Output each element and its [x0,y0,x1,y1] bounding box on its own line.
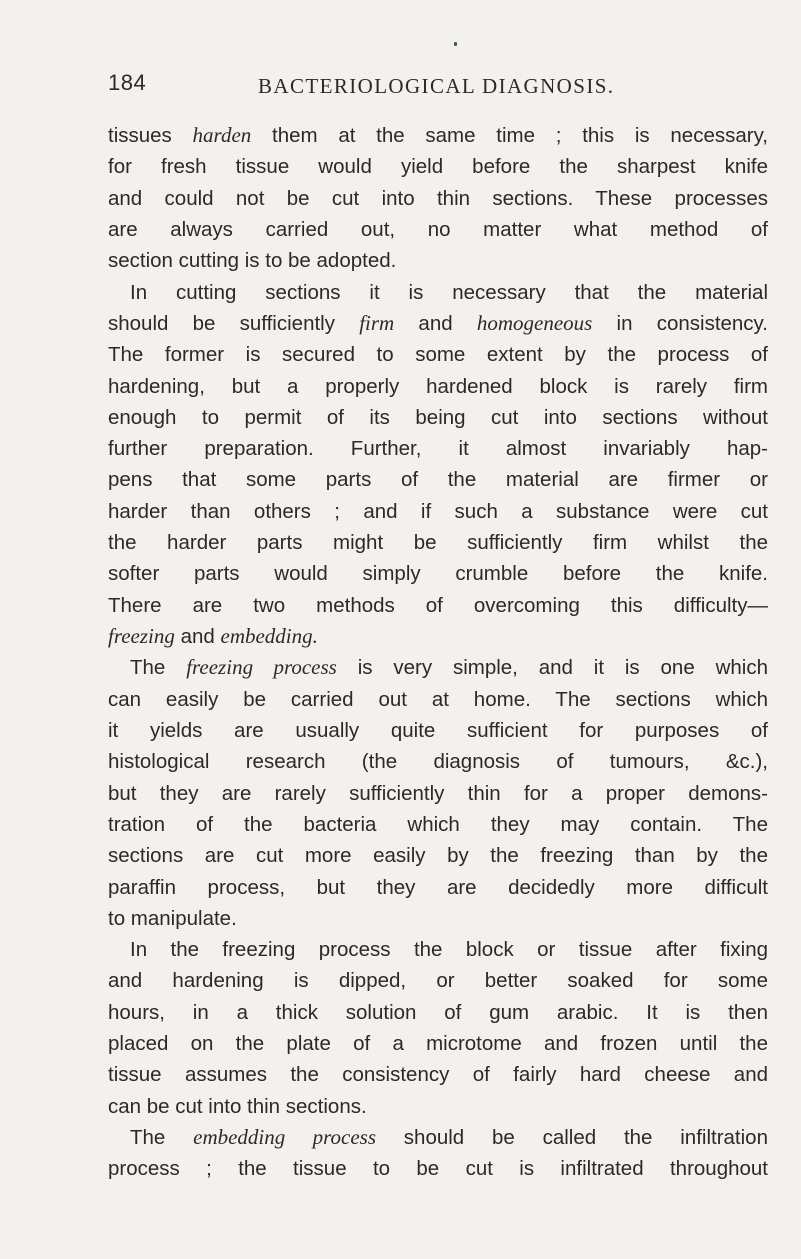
running-head: BACTERIOLOGICAL DIAGNOSIS. [258,74,615,98]
text-line [108,496,768,527]
italic-term: freezing process [186,655,337,680]
text-line [108,1091,768,1122]
text-line [108,590,768,621]
text-line [108,1122,768,1153]
text-line [108,840,768,871]
body-text [108,120,768,1185]
page-header [108,66,668,106]
text-run: In the freezing process the block or tissue after fixing [130,938,768,962]
text-run: it yields are usually quite sufficient for purposes of [108,718,768,742]
text-run: can be cut into thin sections. [108,1094,367,1118]
text-line [108,245,768,276]
text-line [108,464,768,495]
text-run: in consistency. [592,311,768,335]
italic-term: firm [359,310,395,335]
text-run: paraffin process, but they are decidedly more difficult [108,875,768,899]
text-run: hardening, but a properly hardened block is rarely firm [108,374,768,398]
ink-speck [454,42,457,46]
text-run: process ; the tissue to be cut is infiltrated throughout [108,1157,768,1181]
text-run: them at the same time ; this is necessary, [251,124,768,147]
text-run: The former is secured to some extent by the process of [108,343,768,367]
text-run: pens that some parts of the material are firmer or [108,468,768,492]
text-line [108,684,768,715]
text-line [108,778,768,809]
text-line [108,1153,768,1184]
italic-term: harden [192,123,252,147]
italic-term: embedding. [220,624,318,648]
text-run: enough to permit of its being cut into sections without [108,405,768,429]
text-run: and [394,311,477,335]
text-line [108,151,768,182]
text-line [108,934,768,965]
text-line [108,371,768,402]
text-line [108,746,768,777]
text-line [108,277,768,308]
text-line [108,652,768,683]
text-run: to manipulate. [108,906,237,930]
text-line [108,308,768,339]
text-run: The [130,656,187,680]
italic-term: homogeneous [476,310,593,335]
text-run: sections are cut more easily by the freezing than by the [108,844,768,868]
text-line [108,120,768,151]
text-run: are always carried out, no matter what method of [108,217,768,241]
text-line [108,997,768,1028]
text-run: and [174,625,221,648]
text-line [108,1028,768,1059]
text-line [108,214,768,245]
italic-term: embedding process [193,1125,376,1149]
text-run: hours, in a thick solution of gum arabic. It is then [108,1000,768,1024]
italic-term: freezing [108,624,175,648]
text-line [108,402,768,433]
text-line [108,872,768,903]
text-line [108,339,768,370]
text-line [108,558,768,589]
text-run: should be called the infiltration [376,1126,768,1149]
text-run: the harder parts might be sufficiently firm whilst the [108,531,768,555]
text-run: There are two methods of overcoming this difficulty— [108,593,768,617]
text-run: is very simple, and it is one which [336,656,768,680]
text-run: but they are rarely sufficiently thin for a proper demons- [108,781,768,805]
text-run: In cutting sections it is necessary that the material [130,280,768,304]
text-run: and hardening is dipped, or better soaked for some [108,969,768,993]
text-run: for fresh tissue would yield before the sharpest knife [108,155,768,179]
text-run: placed on the plate of a microtome and frozen until the [108,1032,768,1056]
text-run: should be sufficiently [108,311,360,335]
page-number: 184 [108,70,147,95]
text-run: section cutting is to be adopted. [108,249,397,273]
text-run: softer parts would simply crumble before the knife. [108,562,768,586]
text-run: and could not be cut into thin sections. These processes [108,186,768,210]
text-run: tissues [108,124,193,147]
text-line [108,433,768,464]
text-run: histological research (the diagnosis of tumours, &c.), [108,750,768,774]
text-line [108,527,768,558]
text-line [108,183,768,214]
text-line [108,715,768,746]
text-run: can easily be carried out at home. The sections which [108,687,768,711]
text-line [108,903,768,934]
text-line [108,809,768,840]
text-run: further preparation. Further, it almost invariably hap- [108,437,768,461]
text-line [108,621,768,652]
text-run: The [130,1126,194,1149]
text-line [108,965,768,996]
text-run: tissue assumes the consistency of fairly hard cheese and [108,1063,768,1087]
text-line [108,1059,768,1090]
text-run: harder than others ; and if such a substance were cut [108,499,768,523]
text-run: tration of the bacteria which they may contain. The [108,812,768,836]
